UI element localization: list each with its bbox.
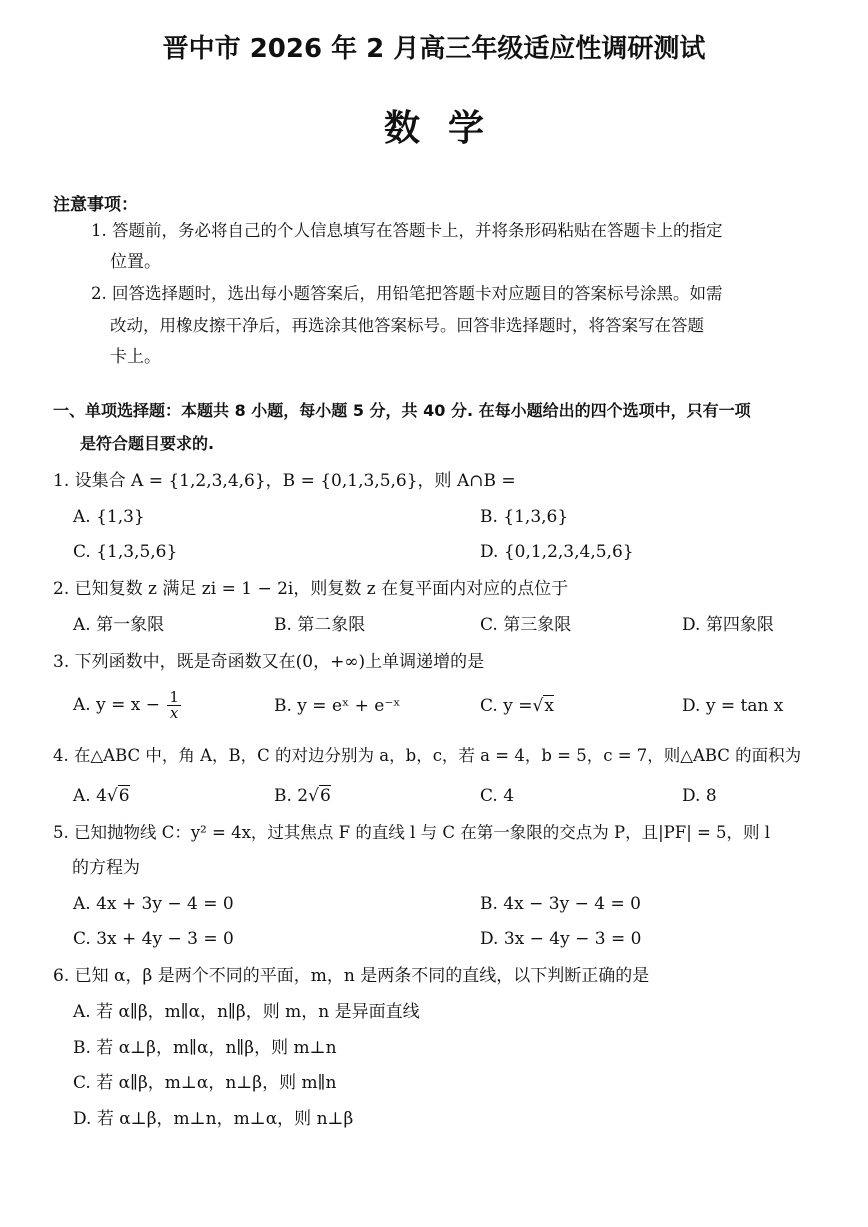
question-2-stem: 2. 已知复数 z 满足 zi = 1 − 2i，则复数 z 在复平面内对应的点位于	[53, 579, 569, 599]
notice-item-2-line-1: 2. 回答选择题时，选出每小题答案后，用铅笔把答题卡对应题目的答案标号涂黑。如需	[91, 284, 723, 303]
section-heading-line-1: 一、单项选择题：本题共 8 小题，每小题 5 分，共 40 分. 在每小题给出的四个选项中，只有一项	[53, 401, 751, 420]
q1-option-c: C. {1,3,5,6}	[73, 542, 178, 562]
q1-option-d: D. {0,1,2,3,4,5,6}	[480, 542, 634, 562]
notice-item-1-line-1: 1. 答题前，务必将自己的个人信息填写在答题卡上，并将条形码粘贴在答题卡上的指定	[91, 221, 723, 240]
q3-option-d: D. y = tan x	[682, 696, 784, 716]
q4-option-b-prefix: B. 2	[274, 786, 309, 806]
q1-option-a: A. {1,3}	[73, 507, 145, 527]
q5-option-d: D. 3x − 4y − 3 = 0	[480, 929, 642, 949]
q6-option-a: A. 若 α∥β，m∥α，n∥β，则 m，n 是异面直线	[73, 1002, 420, 1022]
notice-item-2-line-2: 改动，用橡皮擦干净后，再选涂其他答案标号。回答非选择题时，将答案写在答题	[110, 316, 704, 335]
notice-item-2-line-3: 卡上。	[110, 347, 161, 367]
question-5-stem-line-2: 的方程为	[72, 858, 140, 878]
q3-option-a-fraction	[167, 690, 181, 721]
question-4-stem: 4. 在△ABC 中，角 A，B，C 的对边分别为 a，b，c，若 a = 4，b = 5，c = 7，则△ABC 的面积为	[53, 746, 802, 765]
question-5-stem-line-1: 5. 已知抛物线 C：y² = 4x，过其焦点 F 的直线 l 与 C 在第一象限的交点为 P，且|PF| = 5，则 l	[53, 823, 771, 842]
question-6-stem: 6. 已知 α，β 是两个不同的平面，m，n 是两条不同的直线，以下判断正确的是	[53, 966, 650, 986]
exam-title: 晋中市 2026 年 2 月高三年级适应性调研测试	[162, 34, 706, 64]
question-3-stem: 3. 下列函数中，既是奇函数又在(0，+∞)上单调递增的是	[53, 652, 485, 672]
notice-item-1-line-2: 位置。	[110, 252, 161, 272]
q1-option-b: B. {1,3,6}	[480, 507, 569, 527]
q3-option-c-radicand: x	[544, 696, 554, 716]
q3-fraction-numerator: 1	[169, 688, 179, 706]
q5-option-a: A. 4x + 3y − 4 = 0	[73, 894, 234, 914]
q3-fraction-denominator: x	[169, 704, 179, 722]
q3-option-a-prefix: A. y = x −	[73, 695, 160, 715]
q4-option-b-radicand: 6	[319, 786, 331, 806]
q4-option-d: D. 8	[682, 786, 717, 806]
q3-option-a	[73, 688, 183, 722]
q6-option-c: C. 若 α∥β，m⊥α，n⊥β，则 m∥n	[73, 1073, 337, 1093]
q6-option-b: B. 若 α⊥β，m∥α，n∥β，则 m⊥n	[73, 1038, 337, 1058]
q4-option-a: A. 4√6	[73, 786, 130, 806]
q4-option-b: B. 2√6	[274, 786, 331, 806]
q2-option-b: B. 第二象限	[274, 615, 366, 635]
q5-option-b: B. 4x − 3y − 4 = 0	[480, 894, 641, 914]
q2-option-a: A. 第一象限	[73, 615, 165, 635]
q2-option-d: D. 第四象限	[682, 615, 774, 635]
notice-heading: 注意事项：	[53, 195, 138, 215]
q6-option-d: D. 若 α⊥β，m⊥n，m⊥α，则 n⊥β	[73, 1109, 354, 1129]
q3-option-b: B. y = eˣ + e⁻ˣ	[274, 696, 401, 716]
q3-option-c: C. y =√x	[480, 696, 554, 716]
q4-option-a-radicand: 6	[118, 786, 130, 806]
subject-title: 数学	[383, 108, 512, 149]
q4-option-a-prefix: A. 4	[73, 786, 107, 806]
q4-option-c: C. 4	[480, 786, 515, 806]
q3-option-c-prefix: C. y =	[480, 696, 533, 716]
q5-option-c: C. 3x + 4y − 3 = 0	[73, 929, 234, 949]
q2-option-c: C. 第三象限	[480, 615, 572, 635]
section-heading-line-2: 是符合题目要求的.	[80, 434, 215, 453]
question-1-stem: 1. 设集合 A = {1,2,3,4,6}，B = {0,1,3,5,6}，则 A∩B =	[53, 471, 516, 491]
